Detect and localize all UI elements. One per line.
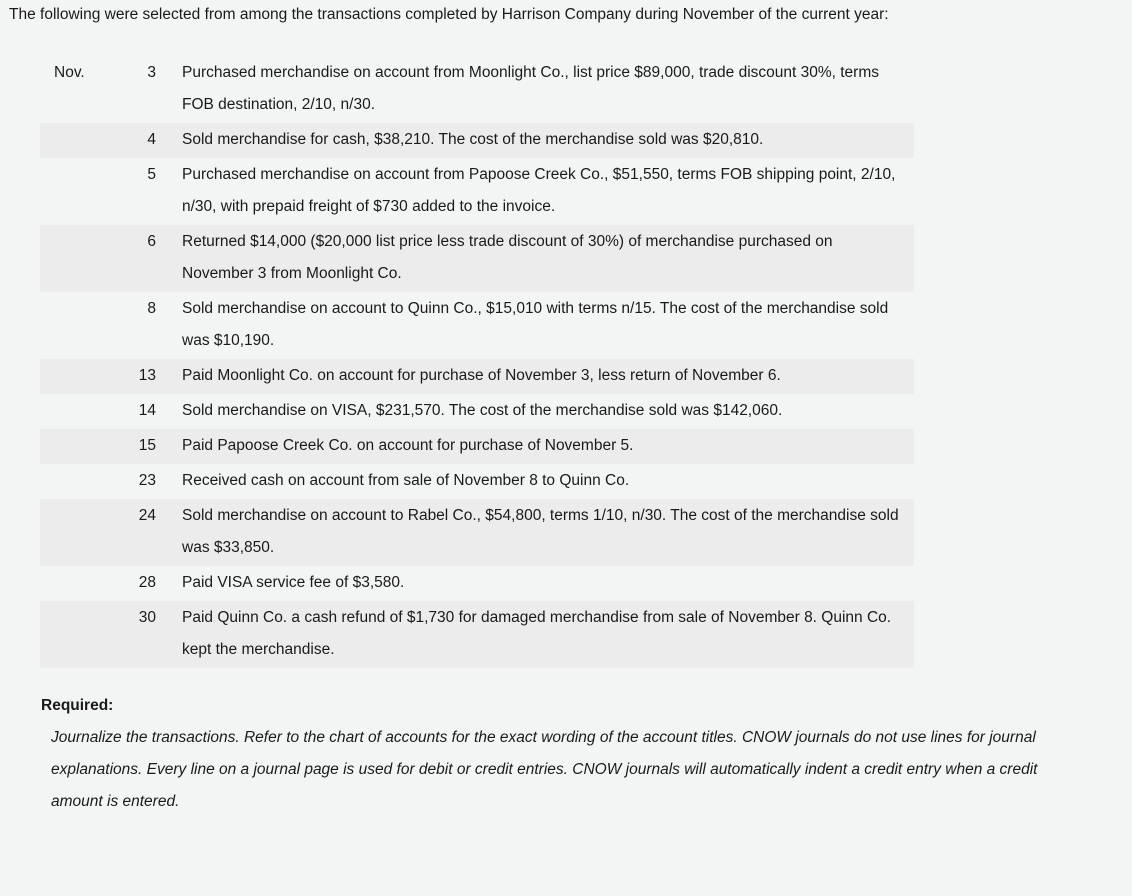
table-row <box>40 225 914 292</box>
txn-day: 24 <box>116 499 182 566</box>
txn-month <box>40 225 116 292</box>
txn-month <box>40 464 116 499</box>
txn-description: Paid Moonlight Co. on account for purchase of November 3, less return of November 6. <box>182 359 914 394</box>
txn-day: 15 <box>116 429 182 464</box>
txn-description: Paid Papoose Creek Co. on account for purchase of November 5. <box>182 429 914 464</box>
intro-text: The following were selected from among the transactions completed by Harrison Company during November of the current year: <box>9 6 889 23</box>
txn-month <box>40 123 116 158</box>
table-row <box>40 394 914 429</box>
txn-description: Sold merchandise on account to Rabel Co., $54,800, terms 1/10, n/30. The cost of the merchandise sold was $33,850. <box>182 499 914 566</box>
required-label: Required: <box>41 697 114 714</box>
table-row <box>40 601 914 668</box>
txn-day: 5 <box>147 166 156 183</box>
txn-month <box>40 601 116 668</box>
txn-description: Sold merchandise on account to Quinn Co., $15,010 with terms n/15. The cost of the merchandise sold was $10,190. <box>182 300 889 349</box>
txn-description: Paid VISA service fee of $3,580. <box>182 574 405 591</box>
txn-day: 4 <box>116 123 182 158</box>
txn-month <box>40 429 116 464</box>
txn-month <box>40 566 116 601</box>
txn-day: 28 <box>138 574 156 591</box>
txn-description: Returned $14,000 ($20,000 list price less trade discount of 30%) of merchandise purchased on November 3 from Moonlight Co. <box>182 225 914 292</box>
required-section <box>41 690 1101 818</box>
txn-month <box>40 394 116 429</box>
txn-day: 23 <box>138 472 156 489</box>
table-row <box>40 359 914 394</box>
txn-description: Purchased merchandise on account from Moonlight Co., list price $89,000, trade discount 30%, terms FOB destination, 2/10, n/30. <box>182 64 880 113</box>
table-row <box>40 158 914 225</box>
table-row <box>40 464 914 499</box>
txn-description: Paid Quinn Co. a cash refund of $1,730 for damaged merchandise from sale of November 8. Quinn Co. kept the merchandise. <box>182 601 914 668</box>
txn-day: 30 <box>116 601 182 668</box>
txn-day: 14 <box>138 402 156 419</box>
table-row <box>40 56 914 123</box>
txn-month <box>40 359 116 394</box>
txn-day: 6 <box>116 225 182 292</box>
transactions-table <box>40 56 914 668</box>
table-row <box>40 499 914 566</box>
table-row <box>40 292 914 359</box>
table-row <box>40 429 914 464</box>
txn-description: Received cash on account from sale of November 8 to Quinn Co. <box>182 472 630 489</box>
required-instructions: Journalize the transactions. Refer to the chart of accounts for the exact wording of the account titles. CNOW journals do not use lines for journal explanations. Every line on a journal page is used for debit or credit entries. CNOW journals will automatically indent a credit entry when a credit amount is entered. <box>51 729 1038 810</box>
txn-day: 3 <box>147 64 156 81</box>
txn-description: Sold merchandise for cash, $38,210. The cost of the merchandise sold was $20,810. <box>182 123 914 158</box>
txn-day: 13 <box>116 359 182 394</box>
txn-description: Sold merchandise on VISA, $231,570. The cost of the merchandise sold was $142,060. <box>182 402 783 419</box>
txn-description: Purchased merchandise on account from Papoose Creek Co., $51,550, terms FOB shipping point, 2/10, n/30, with prepaid freight of $730 added to the invoice. <box>182 166 896 215</box>
txn-month <box>40 158 116 225</box>
txn-month <box>40 292 116 359</box>
table-row <box>40 123 914 158</box>
table-row <box>40 566 914 601</box>
txn-month: Nov. <box>54 64 85 81</box>
txn-month <box>40 499 116 566</box>
txn-day: 8 <box>147 300 156 317</box>
